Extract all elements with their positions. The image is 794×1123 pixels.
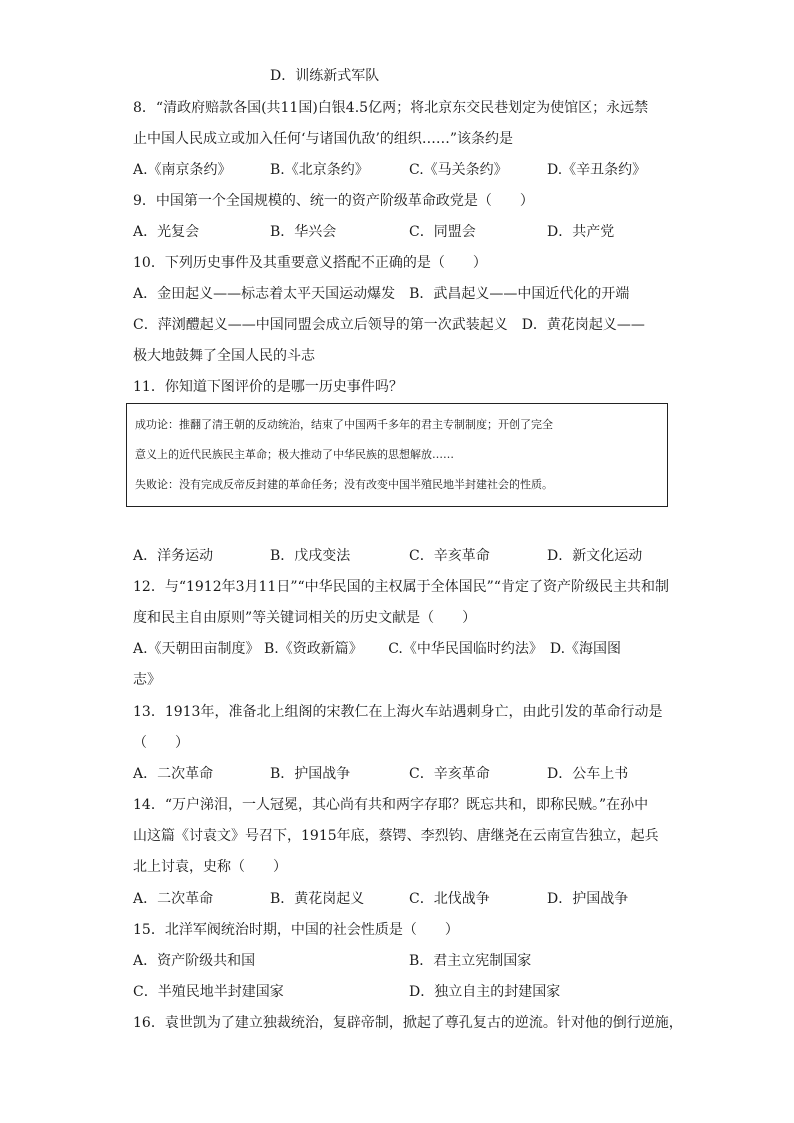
q15-option-a: A．资产阶级共和国 — [133, 953, 256, 969]
q9-option-a: A．光复会 — [133, 224, 200, 240]
q12-stem-line2: 度和民主自由原则”等关键词相关的历史文献是（ ） — [133, 610, 477, 626]
q10-stem: 10．下列历史事件及其重要意义搭配不正确的是（ ） — [133, 255, 487, 271]
evaluation-failure: 失败论：没有完成反帝反封建的革命任务；没有改变中国半殖民地半封建社会的性质。 — [135, 478, 553, 491]
q14-option-b: B．黄花岗起义 — [270, 891, 365, 907]
q12-option-d-cont: 志》 — [133, 672, 161, 688]
q13-option-c: C．辛亥革命 — [409, 766, 490, 782]
q9-option-d: D．共产党 — [547, 224, 615, 240]
q14-stem-line3: 北上讨袁，史称（ ） — [133, 859, 287, 875]
q8-option-d: D.《辛丑条约》 — [547, 162, 647, 178]
evaluation-success-line2: 意义上的近代民族民主革命；极大推动了中华民族的思想解放…… — [135, 448, 454, 461]
q8-stem-line2: 止中国人民成立或加入任何‘与诸国仇敌’的组织……”该条约是 — [133, 131, 514, 147]
q15-stem: 15．北洋军阀统治时期，中国的社会性质是（ ） — [133, 922, 459, 938]
q11-option-b: B．戊戌变法 — [270, 548, 351, 564]
q14-option-d: D．护国战争 — [547, 891, 629, 907]
q13-option-b: B．护国战争 — [270, 766, 351, 782]
q15-option-d: D．独立自主的封建国家 — [409, 984, 561, 1000]
q13-stem: 13．1913年，准备北上组阁的宋教仁在上海火车站遇刺身亡，由此引发的革命行动是 — [133, 704, 663, 720]
q11-option-a: A．洋务运动 — [133, 548, 214, 564]
q10-option-d-cont: 极大地鼓舞了全国人民的斗志 — [133, 348, 315, 364]
q15-option-b: B．君主立宪制国家 — [409, 953, 532, 969]
q11-option-c: C．辛亥革命 — [409, 548, 490, 564]
q9-option-c: C．同盟会 — [409, 224, 476, 240]
q10-options-ab: A．金田起义——标志着太平天国运动爆发 B．武昌起义——中国近代化的开端 — [133, 286, 630, 302]
evaluation-success-line1: 成功论：推翻了清王朝的反动统治，结束了中国两千多年的君主专制制度；开创了完全 — [135, 418, 553, 431]
q12-options: A.《天朝田亩制度》 B.《资政新篇》 C.《中华民国临时约法》 D.《海国图 — [133, 641, 622, 657]
q8-option-c: C.《马关条约》 — [409, 162, 508, 178]
q14-stem-line1: 14．“万户涕泪，一人冠冕，其心尚有共和两字存耶？既忘共和，即称民贼。”在孙中 — [133, 797, 649, 813]
q13-option-a: A．二次革命 — [133, 766, 214, 782]
q13-stem-blank: （ ） — [133, 735, 189, 751]
q7-option-d: D．训练新式军队 — [270, 68, 380, 84]
q11-stem: 11．你知道下图评价的是哪一历史事件吗？ — [133, 379, 403, 395]
q9-stem: 9．中国第一个全国规模的、统一的资产阶级革命政党是（ ） — [133, 193, 534, 209]
q16-stem: 16．袁世凯为了建立独裁统治，复辟帝制，掀起了尊孔复古的逆流。针对他的倒行逆施， — [133, 1015, 683, 1031]
q9-option-b: B．华兴会 — [270, 224, 337, 240]
q12-stem-line1: 12．与“1912年3月11日”“中华民国的主权属于全体国民”“肯定了资产阶级民主共和制 — [133, 579, 669, 595]
q11-option-d: D．新文化运动 — [547, 548, 643, 564]
q14-option-a: A．二次革命 — [133, 891, 214, 907]
q15-option-c: C．半殖民地半封建国家 — [133, 984, 284, 1000]
q14-option-c: C．北伐战争 — [409, 891, 490, 907]
q8-option-b: B.《北京条约》 — [270, 162, 369, 178]
evaluation-box — [126, 403, 668, 507]
q8-option-a: A.《南京条约》 — [133, 162, 232, 178]
q10-options-cd: C．萍浏醴起义——中国同盟会成立后领导的第一次武装起义 D．黄花岗起义—— — [133, 317, 645, 333]
q8-stem-line1: 8．“清政府赔款各国(共11国)白银4.5亿两；将北京东交民巷划定为使馆区；永远禁 — [133, 100, 649, 116]
q13-option-d: D．公车上书 — [547, 766, 629, 782]
q14-stem-line2: 山这篇《讨袁文》号召下，1915年底，蔡锷、李烈钧、唐继尧在云南宣告独立，起兵 — [133, 828, 659, 844]
